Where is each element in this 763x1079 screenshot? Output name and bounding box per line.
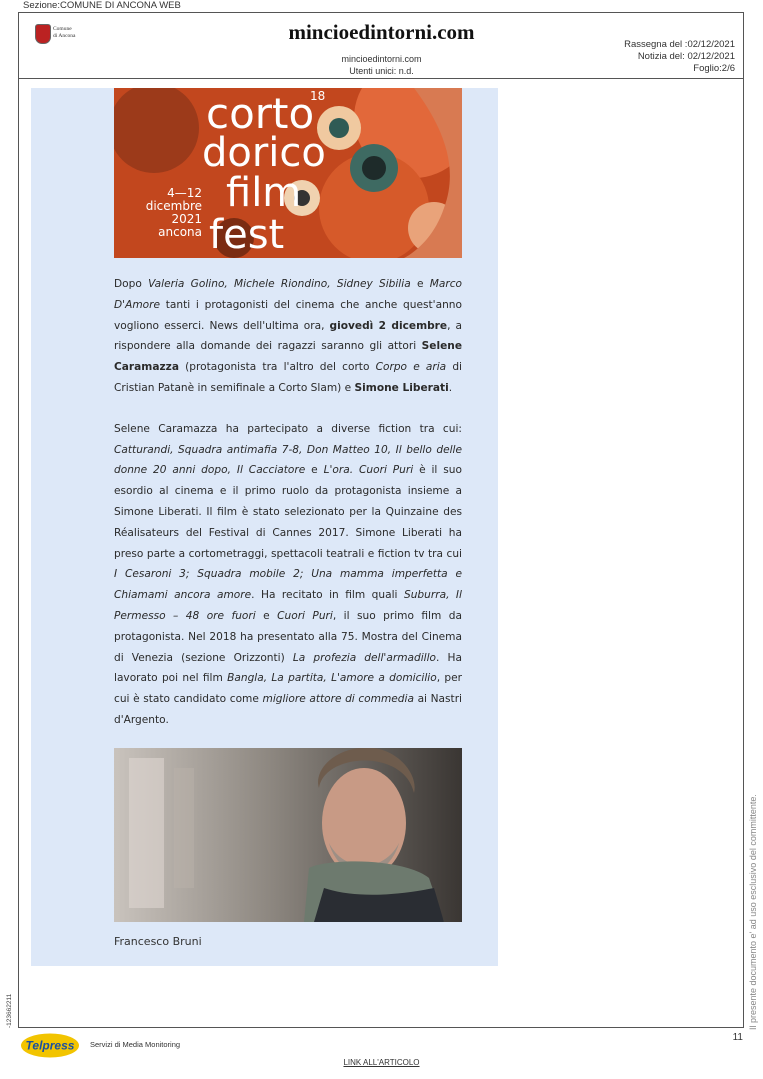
header-divider xyxy=(18,78,744,79)
poster-month: dicembre xyxy=(145,199,202,213)
site-url: mincioedintorni.com xyxy=(341,54,422,64)
text-run: . Ha lavorato poi nel film xyxy=(114,651,462,685)
text-run: Selene Caramazza ha partecipato a diverse fiction tra cui: xyxy=(114,422,462,435)
text-run: , a rispondere alla domande dei ragazzi saranno gli attori xyxy=(114,319,463,353)
poster-edition: 18 xyxy=(310,89,326,103)
italic-run: Suburra, Il Permesso – 48 ore fuori xyxy=(114,589,462,622)
poster-word-corto: corto xyxy=(206,89,315,138)
text-run: tanti i protagonisti del cinema che anche quest'anno vogliono esserci. News dell'ultima ora, xyxy=(114,298,462,332)
text-run: Dopo xyxy=(114,278,149,290)
text-run: , per cui è stato candidato come xyxy=(114,672,462,706)
text-run: e xyxy=(255,609,278,622)
text-run: . xyxy=(448,381,453,394)
section-label: Sezione:COMUNE DI ANCONA WEB xyxy=(23,0,181,11)
telpress-wordmark: Telpress xyxy=(25,1038,75,1053)
disclaimer-note: Il presente documento e' ad uso esclusivo del committente. xyxy=(748,794,758,1030)
article-link[interactable]: LINK ALL'ARTICOLO xyxy=(343,1058,420,1067)
bold-run: Simone Liberati xyxy=(354,381,449,394)
article-body xyxy=(114,274,462,731)
foglio: Foglio:2/6 xyxy=(693,63,735,74)
logo-line-2: di Ancona xyxy=(53,33,76,39)
poster-word-film: film xyxy=(226,170,302,216)
poster-word-fest: fest xyxy=(209,212,285,258)
italic-run: L'ora. Cuori Puri xyxy=(323,464,414,477)
article-paragraph-1 xyxy=(114,274,462,399)
italic-run: Valeria Golino, Michele Riondino, Sidney Sibilia xyxy=(148,278,411,290)
poster-city: ancona xyxy=(158,225,202,239)
photo-caption: Francesco Bruni xyxy=(114,935,202,948)
rassegna-date: Rassegna del :02/12/2021 xyxy=(624,39,735,50)
italic-run: I Cesaroni 3; Squadra mobile 2; Una mamma imperfetta e Chiamami ancora amore xyxy=(114,568,462,602)
text-run: , il suo primo film da protagonista. Nel 2018 ha presentato alla 75. Mostra del Cinema di Venezia (sezione Orizzonti) xyxy=(114,609,462,664)
services-label: Servizi di Media Monitoring xyxy=(90,1040,181,1049)
poster-year: 2021 xyxy=(171,212,202,226)
portrait-photo xyxy=(114,748,462,922)
italic-run: La profezia dell'armadillo xyxy=(292,651,437,664)
text-run: (protagonista tra l'altro del corto xyxy=(178,361,376,374)
logo-line-1: Comune xyxy=(53,26,72,32)
festival-poster xyxy=(114,88,462,258)
italic-run: Bangla, La partita, L'amore a domicilio xyxy=(227,672,437,685)
text-run: è il suo esordio al cinema e il primo ruolo da protagonista insieme a Simone Liberati. Il film è stato selezionato per la Quinzaine des Réalisateurs del Festival di Cannes 2017. Simone Liberati ha preso parte a cortometraggi, spettacoli teatrali e fiction tv tra cui xyxy=(114,464,462,560)
text-run: di Cristian Patanè in semifinale a Corto Slam) e xyxy=(114,361,462,394)
text-run: ai Nastri d'Argento. xyxy=(114,693,462,726)
bold-run: giovedì 2 dicembre xyxy=(329,319,448,332)
page-number: 11 xyxy=(732,1032,743,1043)
italic-run: migliore attore di commedia xyxy=(262,693,414,706)
document-code: -123662211 xyxy=(6,993,13,1028)
poster-dates: 4—12 xyxy=(167,186,202,200)
bold-run: Selene Caramazza xyxy=(114,340,462,374)
telpress-logo xyxy=(20,1033,80,1058)
italic-run: Corpo e aria xyxy=(375,361,447,374)
site-title: mincioedintorni.com xyxy=(288,20,475,44)
italic-run: Catturandi, Squadra antimafia 7-8, Don Matteo 10, Il bello delle donne 20 anni dopo, Il Cacciatore xyxy=(114,443,462,477)
article-paragraph-2 xyxy=(114,419,462,731)
italic-run: Marco D'Amore xyxy=(114,278,462,311)
unique-users: Utenti unici: n.d. xyxy=(349,66,414,76)
text-run: e xyxy=(410,278,430,290)
text-run: . Ha recitato in film quali xyxy=(251,589,404,602)
italic-run: Cuori Puri xyxy=(277,609,333,622)
poster-word-dorico: dorico xyxy=(202,130,326,176)
notizia-date: Notizia del: 02/12/2021 xyxy=(637,51,735,62)
text-run: e xyxy=(305,464,324,477)
review-meta xyxy=(624,39,735,75)
